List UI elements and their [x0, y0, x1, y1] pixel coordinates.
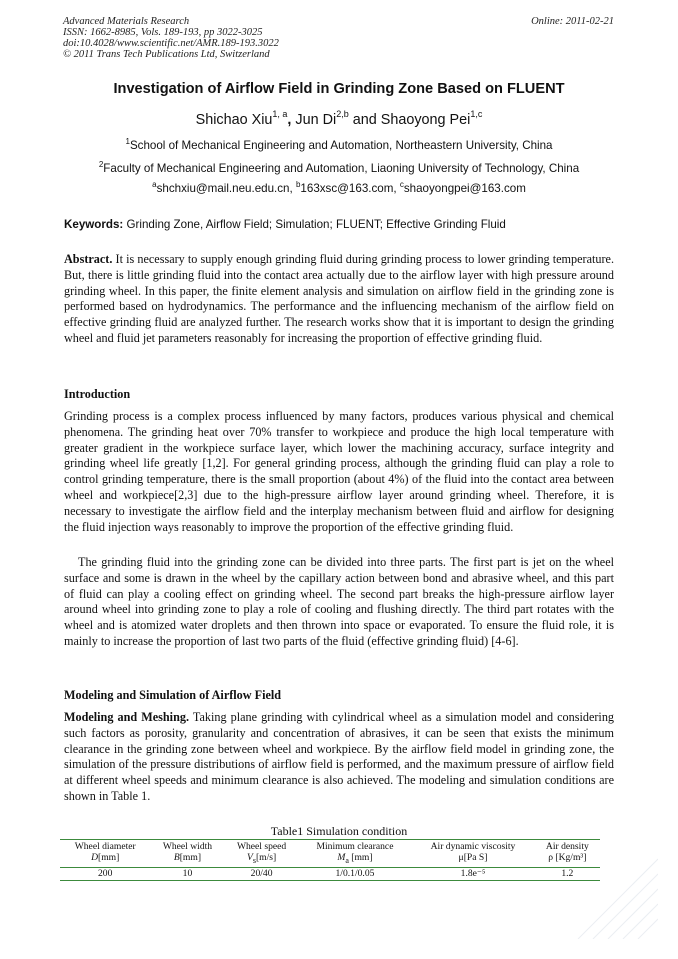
email-mark: a — [152, 180, 157, 189]
unit-subscript: s — [252, 855, 256, 865]
unit-text: [mm] — [348, 851, 373, 863]
unit-symbol: V — [246, 851, 253, 863]
introduction-paragraph-2: The grinding fluid into the grinding zone can be divided into three parts. The first part is jet on the wheel surface and some is drawn in the wheel by the capillary action between bond and abrasive wheel, and this part of fluid can play a cooling effect on grinding wheel. The second part breaks the high-pressure airflow layer around wheel into grinding zone to play a role of cooling and flushing directly. The third part rotates with the wheel and is atomized water droplets and then thrown into space or evaporated. To ensure the fluid role, it is mainly to increase the proportion of last two parts of the fluid (effective grinding fluid) [4-6]. — [64, 555, 614, 648]
column-header: Wheel diameter — [60, 840, 150, 853]
author-affiliation-mark: 1, a — [272, 109, 288, 119]
author-separator: , — [287, 112, 296, 128]
author-affiliation-mark: 2,b — [336, 109, 349, 119]
affiliation — [40, 162, 638, 175]
unit-symbol: B — [173, 851, 180, 863]
email-list: $^a$shchxiu@mail.neu.edu.cn, $^b$163xsc@163.com, $^c$shaoyongpei@163.com — [152, 180, 526, 195]
modeling-paragraph — [64, 710, 614, 805]
table-row — [60, 867, 600, 881]
doi-line[interactable]: doi:10.4028/www.scientific.net/AMR.189-193.3022 — [63, 38, 279, 49]
table-cell: 200 — [60, 867, 150, 881]
column-unit — [411, 853, 534, 868]
column-header: Air dynamic viscosity — [411, 840, 534, 853]
column-unit — [225, 853, 299, 868]
affiliation-text: Faculty of Mechanical Engineering and Automation, Liaoning University of Technology, China — [103, 162, 580, 175]
table-unit-row — [60, 853, 600, 868]
column-header: Wheel width — [150, 840, 224, 853]
table-cell: 20/40 — [225, 867, 299, 881]
author-name: Shichao Xiu — [195, 112, 273, 128]
online-date: Online: 2011-02-21 — [531, 16, 614, 27]
unit-text: [m/s] — [255, 851, 277, 863]
author-name: Jun Di — [295, 112, 337, 128]
email-address[interactable]: shchxiu@mail.neu.edu.cn — [156, 182, 290, 195]
journal-header — [63, 16, 279, 60]
column-unit — [150, 853, 224, 868]
abstract-label: Abstract. — [64, 252, 113, 266]
table-cell: 1.2 — [535, 867, 600, 881]
author-list — [40, 109, 638, 128]
table-cell: 1.8e⁻⁵ — [411, 867, 534, 881]
journal-name: Advanced Materials Research — [63, 16, 190, 27]
keywords-label: Keywords: — [64, 218, 124, 231]
column-header: Minimum clearance — [299, 840, 412, 853]
author-name: Shaoyong Pei — [380, 112, 471, 128]
email-mark: c — [399, 180, 404, 189]
corner-watermark-lines — [568, 849, 658, 939]
unit-symbol: μ — [458, 851, 464, 863]
keywords-text: Grinding Zone, Airflow Field; Simulation; FLUENT; Effective Grinding Fluid — [126, 218, 506, 231]
abstract — [64, 252, 614, 347]
subsection-label: Modeling and Meshing. — [64, 710, 189, 724]
simulation-table — [60, 839, 600, 881]
paper-title: Investigation of Airflow Field in Grinding Zone Based on FLUENT — [113, 81, 565, 97]
abstract-text: It is necessary to supply enough grinding fluid during grinding process to lower grinding temperature. But, there is little grinding fluid into the contact area actually due to the airflow layer with high pressure around grinding wheel. In this paper, the finite element analysis and simulation on airflow field in the grinding zone is performed based on hydrodynamics. The performance and the influencing mechanism of the airflow field on effective grinding fluid are analyzed further. The research works show that it is important to design the grinding wheel and fluid jet parameters reasonably for increasing the proportion of effective grinding fluid. — [64, 252, 615, 345]
email-address[interactable]: 163xsc@163.com — [300, 182, 394, 195]
issn-line: ISSN: 1662-8985, Vols. 189-193, pp 3022-3025 — [63, 27, 263, 38]
author-conjunction: and — [348, 112, 381, 128]
unit-symbol: M — [337, 851, 346, 863]
unit-text: [Kg/m³] — [552, 851, 587, 863]
author-affiliation-mark: 1,c — [470, 109, 483, 119]
table-cell: 10 — [150, 867, 224, 881]
affiliation — [40, 139, 638, 152]
affiliation-text: School of Mechanical Engineering and Automation, Northeastern University, China — [129, 139, 553, 152]
column-header: Air density — [535, 840, 600, 853]
affiliation-mark: 1 — [125, 137, 130, 146]
affiliation-mark: 2 — [98, 160, 104, 169]
unit-symbol: ρ — [548, 851, 553, 863]
column-unit — [60, 853, 150, 868]
table-cell: 1/0.1/0.05 — [299, 867, 412, 881]
unit-subscript: a — [345, 855, 349, 865]
unit-text: [mm] — [98, 851, 120, 863]
column-header: Wheel speed — [225, 840, 299, 853]
table-caption: Table1 Simulation condition — [270, 824, 408, 838]
introduction-paragraph-1: Grinding process is a complex process influenced by many factors, produces various physical and chemical phenomena. The grinding heat over 70% transfer to workpiece and produce the high local temperature with greater gradient in the workpiece surface layer, which lower the machining accuracy, surface integrity and grinding wheel life greatly [1,2]. For general grinding process, although the grinding fluid can play a role to control grinding temperature, there is the small proportion (about 4%) of the fluid into the contact area between wheel and workpiece[2,3] due to the high-pressure airflow layer around grinding wheel. Therefore, it is necessary to investigate the airflow field and the interplay mechanism between fluid and airflow for designing the fluid injection ways reasonably to improve the proportion of the effective grinding fluid. — [64, 409, 614, 534]
unit-symbol: D — [91, 851, 98, 863]
section-heading-introduction: Introduction — [64, 387, 131, 401]
section-heading-modeling: Modeling and Simulation of Airflow Field — [64, 688, 282, 702]
copyright-line: © 2011 Trans Tech Publications Ltd, Switzerland — [63, 49, 270, 60]
column-unit — [299, 853, 412, 868]
unit-text: [mm] — [179, 851, 202, 863]
keywords — [64, 218, 614, 231]
table-header-row — [60, 840, 600, 853]
modeling-text: Taking plane grinding with cylindrical wheel as a simulation model and considering such factors as porosity, granularity and concentration of abrasives, it can be seen that exists the minimum clearance in the grinding zone between wheel and workpiece. By the airflow field model in grinding zone, the simulation of the pressure distributions of airflow field is performed, and the maximum pressure of airflow field at different wheel speeds and minimum clearance is also achieved. The modeling and simulation conditions are shown in Table 1. — [64, 710, 615, 803]
email-mark: b — [295, 180, 301, 189]
unit-text: [Pa S] — [463, 851, 488, 863]
email-address[interactable]: shaoyongpei@163.com — [403, 182, 526, 195]
